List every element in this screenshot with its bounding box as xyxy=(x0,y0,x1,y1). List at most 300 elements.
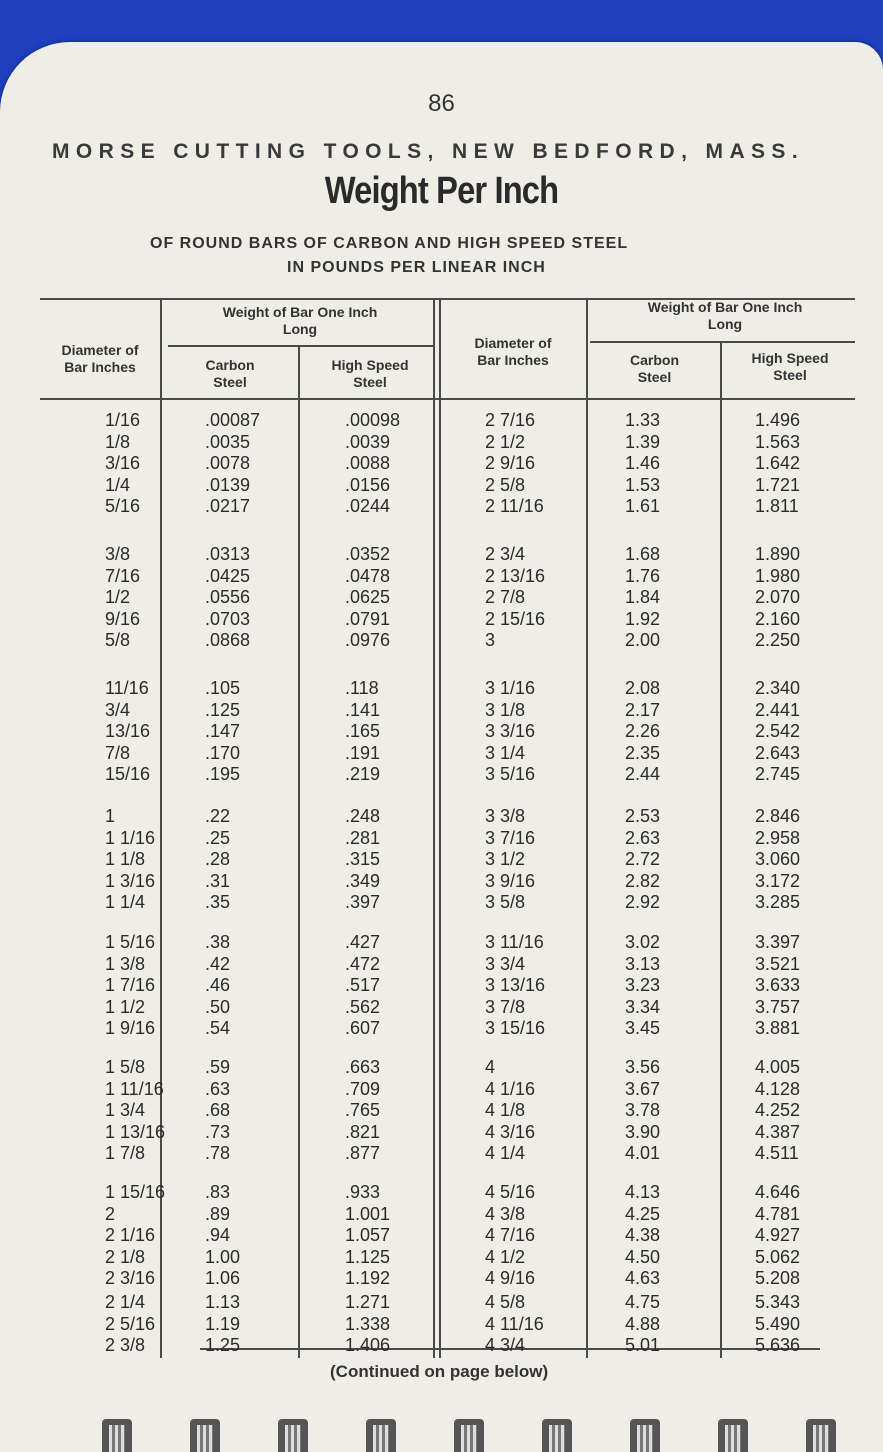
diameter-cell: 2 11/16 xyxy=(485,496,544,516)
high-speed-steel-cell: .165 xyxy=(345,721,381,741)
high-speed-steel-cell: .765 xyxy=(345,1100,381,1120)
carbon-steel-cell: 1.84 xyxy=(625,587,661,607)
dia2-column xyxy=(485,1182,575,1290)
carbon-steel-cell: 2.08 xyxy=(625,678,661,698)
high-speed-steel-cell: .315 xyxy=(345,849,381,869)
high-speed-steel-cell: 4.128 xyxy=(755,1078,801,1099)
high-speed-steel-cell: 3.881 xyxy=(755,1018,801,1038)
carbon-column xyxy=(205,1292,285,1357)
binding-ring xyxy=(102,1419,132,1452)
carbon-steel-cell: 1.53 xyxy=(625,474,661,495)
dia-column xyxy=(105,678,175,786)
diameter-cell: 4 7/16 xyxy=(485,1225,536,1245)
carbon-steel-cell: 3.45 xyxy=(625,1018,661,1038)
diameter-cell: 1 3/16 xyxy=(105,870,156,891)
diameter-cell: 1 15/16 xyxy=(105,1182,166,1202)
dia2-column xyxy=(485,544,575,652)
carbon-steel-cell: .0703 xyxy=(205,608,251,629)
carbon-column xyxy=(205,678,285,786)
high-speed-steel-cell: .0625 xyxy=(345,587,391,607)
hss-column xyxy=(345,678,425,786)
carbon-steel-cell: 2.92 xyxy=(625,892,661,912)
diameter-cell: 2 3/8 xyxy=(105,1335,146,1355)
high-speed-steel-cell: .933 xyxy=(345,1182,381,1202)
diameter-cell: 3 xyxy=(485,630,496,650)
high-speed-steel-cell: 5.062 xyxy=(755,1246,801,1267)
binding-ring xyxy=(630,1419,660,1452)
high-speed-steel-cell: 1.890 xyxy=(755,544,801,564)
carbon-steel-cell: .170 xyxy=(205,742,241,763)
high-speed-steel-cell: .141 xyxy=(345,699,381,720)
diameter-cell: 3/4 xyxy=(105,699,131,720)
col-divider-4 xyxy=(439,298,441,1358)
handbook-page xyxy=(0,42,883,1452)
carbon2-column xyxy=(625,544,685,652)
carbon-steel-cell: 4.88 xyxy=(625,1313,661,1334)
dia-column xyxy=(105,932,175,1040)
high-speed-steel-cell: .349 xyxy=(345,870,381,891)
carbon-steel-cell: 2.17 xyxy=(625,699,661,720)
high-speed-steel-cell: 4.005 xyxy=(755,1057,801,1077)
binding-ring xyxy=(542,1419,572,1452)
high-speed-steel-cell: 4.781 xyxy=(755,1203,801,1224)
carbon-steel-cell: 5.01 xyxy=(625,1335,661,1355)
binding-ring xyxy=(454,1419,484,1452)
diameter-cell: 1 5/8 xyxy=(105,1057,146,1077)
diameter-cell: 4 5/16 xyxy=(485,1182,536,1202)
carbon-steel-cell: .89 xyxy=(205,1203,231,1224)
high-speed-steel-cell: 1.057 xyxy=(345,1225,391,1245)
high-speed-steel-cell: 2.340 xyxy=(755,678,801,698)
high-speed-steel-cell: .517 xyxy=(345,975,381,995)
high-speed-steel-cell: 1.721 xyxy=(755,474,801,495)
high-speed-steel-cell: .0039 xyxy=(345,431,391,452)
diameter-cell: 4 9/16 xyxy=(485,1268,536,1288)
carbon-steel-cell: .0313 xyxy=(205,544,251,564)
high-speed-steel-cell: 1.125 xyxy=(345,1246,391,1267)
diameter-cell: 11/16 xyxy=(105,678,149,698)
diameter-cell: 2 13/16 xyxy=(485,565,546,586)
spiral-binding xyxy=(0,1407,883,1452)
diameter-cell: 1 1/8 xyxy=(105,849,146,869)
carbon-steel-cell: .0217 xyxy=(205,496,251,516)
diameter-cell: 2 7/16 xyxy=(485,410,536,430)
diameter-cell: 7/16 xyxy=(105,565,141,586)
carbon-steel-cell: .42 xyxy=(205,953,231,974)
carbon-steel-cell: .83 xyxy=(205,1182,231,1202)
diameter-cell: 3 9/16 xyxy=(485,870,536,891)
diameter-cell: 2 1/16 xyxy=(105,1225,156,1245)
carbon-steel-cell: .94 xyxy=(205,1225,231,1245)
col-divider-6 xyxy=(720,341,722,1358)
high-speed-steel-cell: 5.208 xyxy=(755,1268,801,1288)
carbon2-column xyxy=(625,932,685,1040)
carbon-steel-cell: 1.19 xyxy=(205,1313,241,1334)
page-number: 86 xyxy=(428,90,455,117)
diameter-cell: 2 9/16 xyxy=(485,453,536,473)
high-speed-steel-cell: 3.757 xyxy=(755,996,801,1017)
diameter-cell: 5/8 xyxy=(105,630,131,650)
diameter-cell: 3 1/16 xyxy=(485,678,536,698)
hss2-column xyxy=(755,544,825,652)
carbon-column xyxy=(205,932,285,1040)
dia2-column xyxy=(485,678,575,786)
diameter-cell: 1/16 xyxy=(105,410,141,430)
hss-column xyxy=(345,1057,425,1165)
carbon2-column xyxy=(625,1292,685,1357)
diameter-cell: 7/8 xyxy=(105,742,131,763)
high-speed-steel-cell: 2.643 xyxy=(755,742,801,763)
diameter-cell: 1 11/16 xyxy=(105,1078,164,1099)
carbon-steel-cell: 4.01 xyxy=(625,1143,661,1163)
high-speed-steel-cell: 1.811 xyxy=(755,496,799,516)
hss2-column xyxy=(755,1292,825,1357)
carbon-steel-cell: 3.23 xyxy=(625,975,661,995)
carbon-steel-cell: .22 xyxy=(205,806,231,826)
high-speed-steel-cell: .248 xyxy=(345,806,381,826)
high-speed-steel-cell: 4.511 xyxy=(755,1143,799,1163)
diameter-cell: 2 3/4 xyxy=(485,544,526,564)
diameter-cell: 1 7/8 xyxy=(105,1143,146,1163)
high-speed-steel-cell: 1.001 xyxy=(345,1203,391,1224)
high-speed-steel-cell: 1.338 xyxy=(345,1313,391,1334)
carbon-steel-cell: .54 xyxy=(205,1018,231,1038)
diameter-cell: 2 5/16 xyxy=(105,1313,156,1334)
carbon-steel-cell: 2.00 xyxy=(625,630,661,650)
diameter-cell: 2 15/16 xyxy=(485,608,546,629)
carbon-steel-cell: 3.02 xyxy=(625,932,661,952)
carbon-steel-cell: 1.61 xyxy=(625,496,661,516)
col-divider-2 xyxy=(298,345,300,1358)
diameter-cell: 3 7/16 xyxy=(485,827,536,848)
diameter-cell: 2 3/16 xyxy=(105,1268,156,1288)
carbon-steel-cell: .31 xyxy=(205,870,231,891)
carbon-steel-cell: 4.50 xyxy=(625,1246,661,1267)
continued-note: (Continued on page below) xyxy=(330,1362,549,1381)
dia-column xyxy=(105,544,175,652)
carbon-steel-cell: 4.38 xyxy=(625,1225,661,1245)
high-speed-steel-cell: .607 xyxy=(345,1018,381,1038)
carbon-steel-cell: 3.13 xyxy=(625,953,661,974)
binding-ring xyxy=(366,1419,396,1452)
diameter-cell: 1 9/16 xyxy=(105,1018,156,1038)
high-speed-steel-cell: 1.496 xyxy=(755,410,801,430)
header-weight-left: Weight of Bar One Inch Long xyxy=(222,304,378,337)
carbon-steel-cell: 1.06 xyxy=(205,1268,241,1288)
carbon-steel-cell: .46 xyxy=(205,975,231,995)
carbon2-column xyxy=(625,410,685,518)
diameter-cell: 13/16 xyxy=(105,721,151,741)
diameter-cell: 4 1/16 xyxy=(485,1078,536,1099)
carbon-steel-cell: .63 xyxy=(205,1078,231,1099)
high-speed-steel-cell: .877 xyxy=(345,1143,381,1163)
carbon-steel-cell: .0868 xyxy=(205,630,251,650)
high-speed-steel-cell: 1.192 xyxy=(345,1268,391,1288)
carbon-steel-cell: 1.39 xyxy=(625,431,661,452)
diameter-cell: 1 3/4 xyxy=(105,1100,146,1120)
carbon-steel-cell: 1.00 xyxy=(205,1246,241,1267)
high-speed-steel-cell: 2.542 xyxy=(755,721,801,741)
carbon-steel-cell: 4.13 xyxy=(625,1182,661,1202)
carbon-steel-cell: 1.25 xyxy=(205,1335,241,1355)
high-speed-steel-cell: 1.563 xyxy=(755,431,801,452)
high-speed-steel-cell: .0791 xyxy=(345,608,391,629)
high-speed-steel-cell: 2.958 xyxy=(755,827,801,848)
carbon-steel-cell: .68 xyxy=(205,1100,231,1120)
carbon-steel-cell: 4.75 xyxy=(625,1292,661,1312)
high-speed-steel-cell: .562 xyxy=(345,996,381,1017)
carbon-steel-cell: .00087 xyxy=(205,410,261,430)
high-speed-steel-cell: .118 xyxy=(345,678,379,698)
carbon-steel-cell: .0035 xyxy=(205,431,251,452)
carbon-steel-cell: 1.92 xyxy=(625,608,661,629)
diameter-cell: 2 1/2 xyxy=(485,431,526,452)
header-rule-left xyxy=(168,345,433,347)
diameter-cell: 1 xyxy=(105,806,116,826)
diameter-cell: 4 3/4 xyxy=(485,1335,526,1355)
diameter-cell: 2 xyxy=(105,1203,116,1224)
header-weight-right: Weight of Bar One Inch Long xyxy=(647,299,803,332)
diameter-cell: 3/16 xyxy=(105,453,141,473)
carbon-steel-cell: .38 xyxy=(205,932,231,952)
diameter-cell: 3 11/16 xyxy=(485,932,544,952)
high-speed-steel-cell: .0088 xyxy=(345,453,391,473)
carbon-steel-cell: 2.72 xyxy=(625,849,661,869)
high-speed-steel-cell: 5.343 xyxy=(755,1292,801,1312)
diameter-cell: 4 3/8 xyxy=(485,1203,526,1224)
high-speed-steel-cell: 1.980 xyxy=(755,565,801,586)
diameter-cell: 1 7/16 xyxy=(105,975,156,995)
high-speed-steel-cell: .472 xyxy=(345,953,381,974)
dia2-column xyxy=(485,1292,575,1357)
diameter-cell: 3 5/16 xyxy=(485,764,536,784)
high-speed-steel-cell: .397 xyxy=(345,892,381,912)
diameter-cell: 1 5/16 xyxy=(105,932,156,952)
high-speed-steel-cell: 3.397 xyxy=(755,932,801,952)
header-rule-right xyxy=(590,341,855,343)
hss-column xyxy=(345,1182,425,1290)
diameter-cell: 3 3/8 xyxy=(485,806,526,826)
diameter-cell: 1 13/16 xyxy=(105,1121,166,1142)
carbon-steel-cell: 1.68 xyxy=(625,544,661,564)
carbon2-column xyxy=(625,1182,685,1290)
carbon-steel-cell: .35 xyxy=(205,892,231,912)
carbon-steel-cell: .147 xyxy=(205,721,241,741)
carbon-steel-cell: .59 xyxy=(205,1057,231,1077)
carbon-steel-cell: 3.34 xyxy=(625,996,661,1017)
carbon-steel-cell: 3.90 xyxy=(625,1121,661,1142)
diameter-cell: 3 3/16 xyxy=(485,721,536,741)
binding-ring xyxy=(718,1419,748,1452)
high-speed-steel-cell: 3.521 xyxy=(755,953,801,974)
binding-ring xyxy=(806,1419,836,1452)
diameter-cell: 1/8 xyxy=(105,431,131,452)
carbon-steel-cell: .73 xyxy=(205,1121,231,1142)
diameter-cell: 2 1/4 xyxy=(105,1292,146,1312)
header-hss-right: High Speed Steel xyxy=(751,350,829,383)
carbon2-column xyxy=(625,1057,685,1165)
diameter-cell: 1 1/2 xyxy=(105,996,146,1017)
dia-column xyxy=(105,1292,175,1357)
diameter-cell: 1 1/4 xyxy=(105,892,146,912)
diameter-cell: 3 3/4 xyxy=(485,953,526,974)
carbon-steel-cell: 2.44 xyxy=(625,764,661,784)
diameter-cell: 4 1/2 xyxy=(485,1246,526,1267)
page-title: Weight Per Inch xyxy=(324,170,559,212)
high-speed-steel-cell: 2.250 xyxy=(755,630,801,650)
carbon-steel-cell: .105 xyxy=(205,678,241,698)
high-speed-steel-cell: 4.252 xyxy=(755,1100,801,1120)
carbon-steel-cell: .78 xyxy=(205,1143,231,1163)
carbon-column xyxy=(205,1057,285,1165)
diameter-cell: 1 3/8 xyxy=(105,953,146,974)
diameter-cell: 3 1/8 xyxy=(485,699,526,720)
high-speed-steel-cell: 3.285 xyxy=(755,892,801,912)
high-speed-steel-cell: .00098 xyxy=(345,410,401,430)
high-speed-steel-cell: 2.846 xyxy=(755,806,801,826)
hss2-column xyxy=(755,1057,825,1165)
diameter-cell: 3 1/4 xyxy=(485,742,526,763)
carbon-steel-cell: .0078 xyxy=(205,453,251,473)
hss2-column xyxy=(755,1182,825,1290)
high-speed-steel-cell: 1.642 xyxy=(755,453,801,473)
header-diameter-left: Diameter of Bar Inches xyxy=(61,342,139,375)
col-divider-5 xyxy=(586,298,588,1358)
high-speed-steel-cell: .0156 xyxy=(345,474,391,495)
high-speed-steel-cell: 3.060 xyxy=(755,849,801,869)
high-speed-steel-cell: 3.172 xyxy=(755,870,801,891)
carbon-column xyxy=(205,806,285,914)
carbon-steel-cell: .28 xyxy=(205,849,231,869)
carbon-steel-cell: 1.33 xyxy=(625,410,661,430)
carbon-steel-cell: 3.67 xyxy=(625,1078,661,1099)
carbon-steel-cell: 1.46 xyxy=(625,453,661,473)
diameter-cell: 1/2 xyxy=(105,587,131,607)
dia-column xyxy=(105,1182,175,1290)
header-bottom-rule xyxy=(40,398,855,400)
diameter-cell: 9/16 xyxy=(105,608,141,629)
hss-column xyxy=(345,932,425,1040)
diameter-cell: 3 5/8 xyxy=(485,892,526,912)
diameter-cell: 3 13/16 xyxy=(485,975,546,995)
subtitle-line-2: IN POUNDS PER LINEAR INCH xyxy=(287,259,546,276)
col-divider-3 xyxy=(433,298,435,1358)
carbon-steel-cell: 4.25 xyxy=(625,1203,661,1224)
high-speed-steel-cell: .709 xyxy=(345,1078,381,1099)
carbon-steel-cell: 2.35 xyxy=(625,742,661,763)
carbon-column xyxy=(205,1182,285,1290)
carbon-steel-cell: 2.82 xyxy=(625,870,661,891)
header-hss-left: High Speed Steel xyxy=(331,357,409,390)
carbon-steel-cell: .0425 xyxy=(205,565,251,586)
diameter-cell: 4 xyxy=(485,1057,496,1077)
high-speed-steel-cell: .821 xyxy=(345,1121,381,1142)
hss2-column xyxy=(755,410,825,518)
dia2-column xyxy=(485,806,575,914)
header-diameter-right: Diameter of Bar Inches xyxy=(474,335,552,368)
diameter-cell: 2 1/8 xyxy=(105,1246,146,1267)
high-speed-steel-cell: .0352 xyxy=(345,544,391,564)
high-speed-steel-cell: 2.160 xyxy=(755,608,801,629)
high-speed-steel-cell: .0976 xyxy=(345,630,391,650)
diameter-cell: 3 7/8 xyxy=(485,996,526,1017)
dia-column xyxy=(105,806,175,914)
high-speed-steel-cell: 5.636 xyxy=(755,1335,801,1355)
hss2-column xyxy=(755,678,825,786)
carbon-steel-cell: .0139 xyxy=(205,474,251,495)
carbon2-column xyxy=(625,678,685,786)
diameter-cell: 15/16 xyxy=(105,764,151,784)
dia2-column xyxy=(485,932,575,1040)
diameter-cell: 3/8 xyxy=(105,544,131,564)
carbon-steel-cell: 1.13 xyxy=(205,1292,241,1312)
high-speed-steel-cell: 4.927 xyxy=(755,1225,801,1245)
dia-column xyxy=(105,1057,175,1165)
carbon-steel-cell: .195 xyxy=(205,764,241,784)
diameter-cell: 4 1/8 xyxy=(485,1100,526,1120)
high-speed-steel-cell: 3.633 xyxy=(755,975,801,995)
high-speed-steel-cell: 1.271 xyxy=(345,1292,391,1312)
carbon-steel-cell: 2.63 xyxy=(625,827,661,848)
hss-column xyxy=(345,806,425,914)
carbon-steel-cell: 2.53 xyxy=(625,806,661,826)
diameter-cell: 5/16 xyxy=(105,496,141,516)
hss-column xyxy=(345,410,425,518)
high-speed-steel-cell: .281 xyxy=(345,827,381,848)
carbon-steel-cell: 1.76 xyxy=(625,565,661,586)
diameter-cell: 3 15/16 xyxy=(485,1018,546,1038)
high-speed-steel-cell: .663 xyxy=(345,1057,381,1077)
carbon2-column xyxy=(625,806,685,914)
carbon-column xyxy=(205,410,285,518)
carbon-steel-cell: .25 xyxy=(205,827,231,848)
high-speed-steel-cell: 2.070 xyxy=(755,587,801,607)
dia-column xyxy=(105,410,175,518)
diameter-cell: 4 1/4 xyxy=(485,1143,526,1163)
carbon-column xyxy=(205,544,285,652)
dia2-column xyxy=(485,410,575,518)
hss2-column xyxy=(755,806,825,914)
high-speed-steel-cell: .0244 xyxy=(345,496,391,516)
high-speed-steel-cell: 4.646 xyxy=(755,1182,801,1202)
subtitle-line-1: OF ROUND BARS OF CARBON AND HIGH SPEED STEEL xyxy=(150,235,629,252)
diameter-cell: 4 5/8 xyxy=(485,1292,526,1312)
high-speed-steel-cell: 4.387 xyxy=(755,1121,801,1142)
diameter-cell: 3 1/2 xyxy=(485,849,526,869)
header-carbon-right: Carbon Steel xyxy=(630,352,679,385)
carbon-steel-cell: .0556 xyxy=(205,587,251,607)
carbon-steel-cell: 3.78 xyxy=(625,1100,661,1120)
carbon-steel-cell: 2.26 xyxy=(625,721,661,741)
header-carbon-left: Carbon Steel xyxy=(205,357,255,390)
diameter-cell: 2 7/8 xyxy=(485,587,526,607)
high-speed-steel-cell: .191 xyxy=(345,742,381,763)
high-speed-steel-cell: 5.490 xyxy=(755,1313,801,1334)
binding-ring xyxy=(278,1419,308,1452)
carbon-steel-cell: 4.63 xyxy=(625,1268,661,1288)
carbon-steel-cell: .125 xyxy=(205,699,241,720)
hss-column xyxy=(345,544,425,652)
high-speed-steel-cell: 1.406 xyxy=(345,1335,391,1355)
company-header: MORSE CUTTING TOOLS, NEW BEDFORD, MASS. xyxy=(52,140,805,163)
carbon-steel-cell: .50 xyxy=(205,996,231,1017)
diameter-cell: 1/4 xyxy=(105,474,131,495)
hss2-column xyxy=(755,932,825,1040)
high-speed-steel-cell: .427 xyxy=(345,932,381,952)
diameter-cell: 2 5/8 xyxy=(485,474,526,495)
binding-ring xyxy=(190,1419,220,1452)
high-speed-steel-cell: .0478 xyxy=(345,565,391,586)
